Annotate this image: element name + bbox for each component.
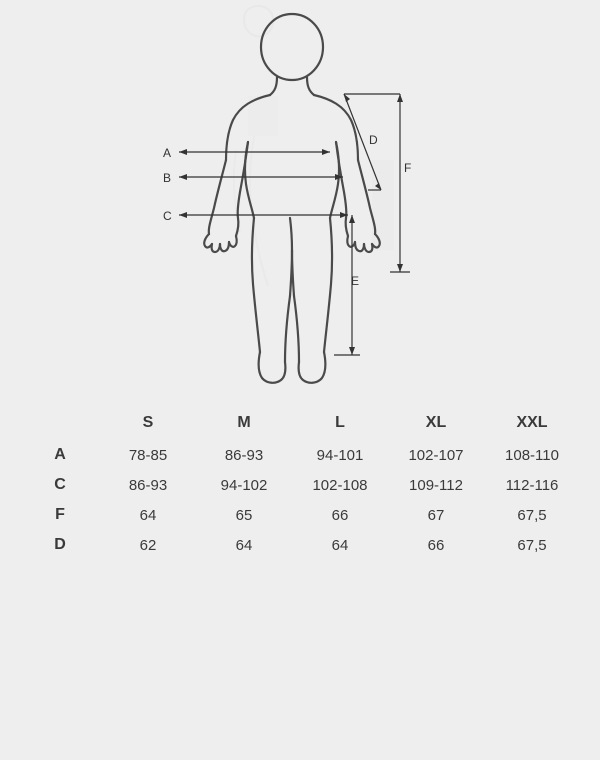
cell-a-xl: 102-107 [408, 446, 464, 464]
body-outline [204, 14, 380, 383]
label-c: C [163, 209, 172, 223]
row-label-d: D [54, 536, 66, 553]
header-cell-s: S [142, 414, 154, 431]
cell-f-xxl: 67,5 [517, 506, 547, 524]
table-row [20, 530, 580, 560]
cell-c-m: 94-102 [220, 476, 268, 494]
cell-a-m: 86-93 [224, 446, 264, 464]
measurement-line-c [179, 212, 348, 218]
background-ghost-shapes [234, 6, 520, 400]
header-cell-l: L [335, 414, 345, 431]
header-cell-blank [20, 408, 100, 440]
label-d: D [369, 133, 378, 147]
row-label-a: A [54, 446, 66, 463]
table-row [20, 500, 580, 530]
label-a: A [163, 146, 172, 160]
cell-f-l: 66 [331, 506, 349, 524]
size-table-container [0, 408, 600, 560]
cell-d-s: 62 [139, 536, 157, 554]
cell-f-xl: 67 [427, 506, 445, 524]
cell-d-m: 64 [235, 536, 253, 554]
table-row [20, 470, 580, 500]
cell-a-s: 78-85 [128, 446, 168, 464]
table-header-row [20, 408, 580, 440]
measurement-line-a [179, 149, 330, 155]
table-row [20, 440, 580, 470]
size-table-body [20, 440, 580, 560]
label-f: F [404, 161, 412, 175]
cell-a-xxl: 108-110 [505, 446, 559, 464]
cell-d-l: 64 [331, 536, 349, 554]
cell-f-m: 65 [235, 506, 253, 524]
row-label-c: C [54, 476, 66, 493]
cell-f-s: 64 [139, 506, 157, 524]
header-cell-xl: XL [425, 414, 447, 431]
label-e: E [351, 274, 360, 288]
cell-d-xl: 66 [427, 536, 445, 554]
cell-a-l: 94-101 [316, 446, 364, 464]
cell-c-xl: 109-112 [409, 476, 463, 494]
size-table [20, 408, 580, 560]
header-cell-xxl: XXL [516, 414, 548, 431]
cell-c-s: 86-93 [128, 476, 168, 494]
row-label-f: F [55, 506, 65, 523]
header-cell-m: M [237, 414, 251, 431]
cell-c-l: 102-108 [312, 476, 368, 494]
measurement-line-b [179, 174, 343, 180]
cell-c-xxl: 112-116 [505, 476, 559, 494]
size-table-head [20, 408, 580, 440]
label-b: B [163, 171, 172, 185]
cell-d-xxl: 67,5 [517, 536, 547, 554]
